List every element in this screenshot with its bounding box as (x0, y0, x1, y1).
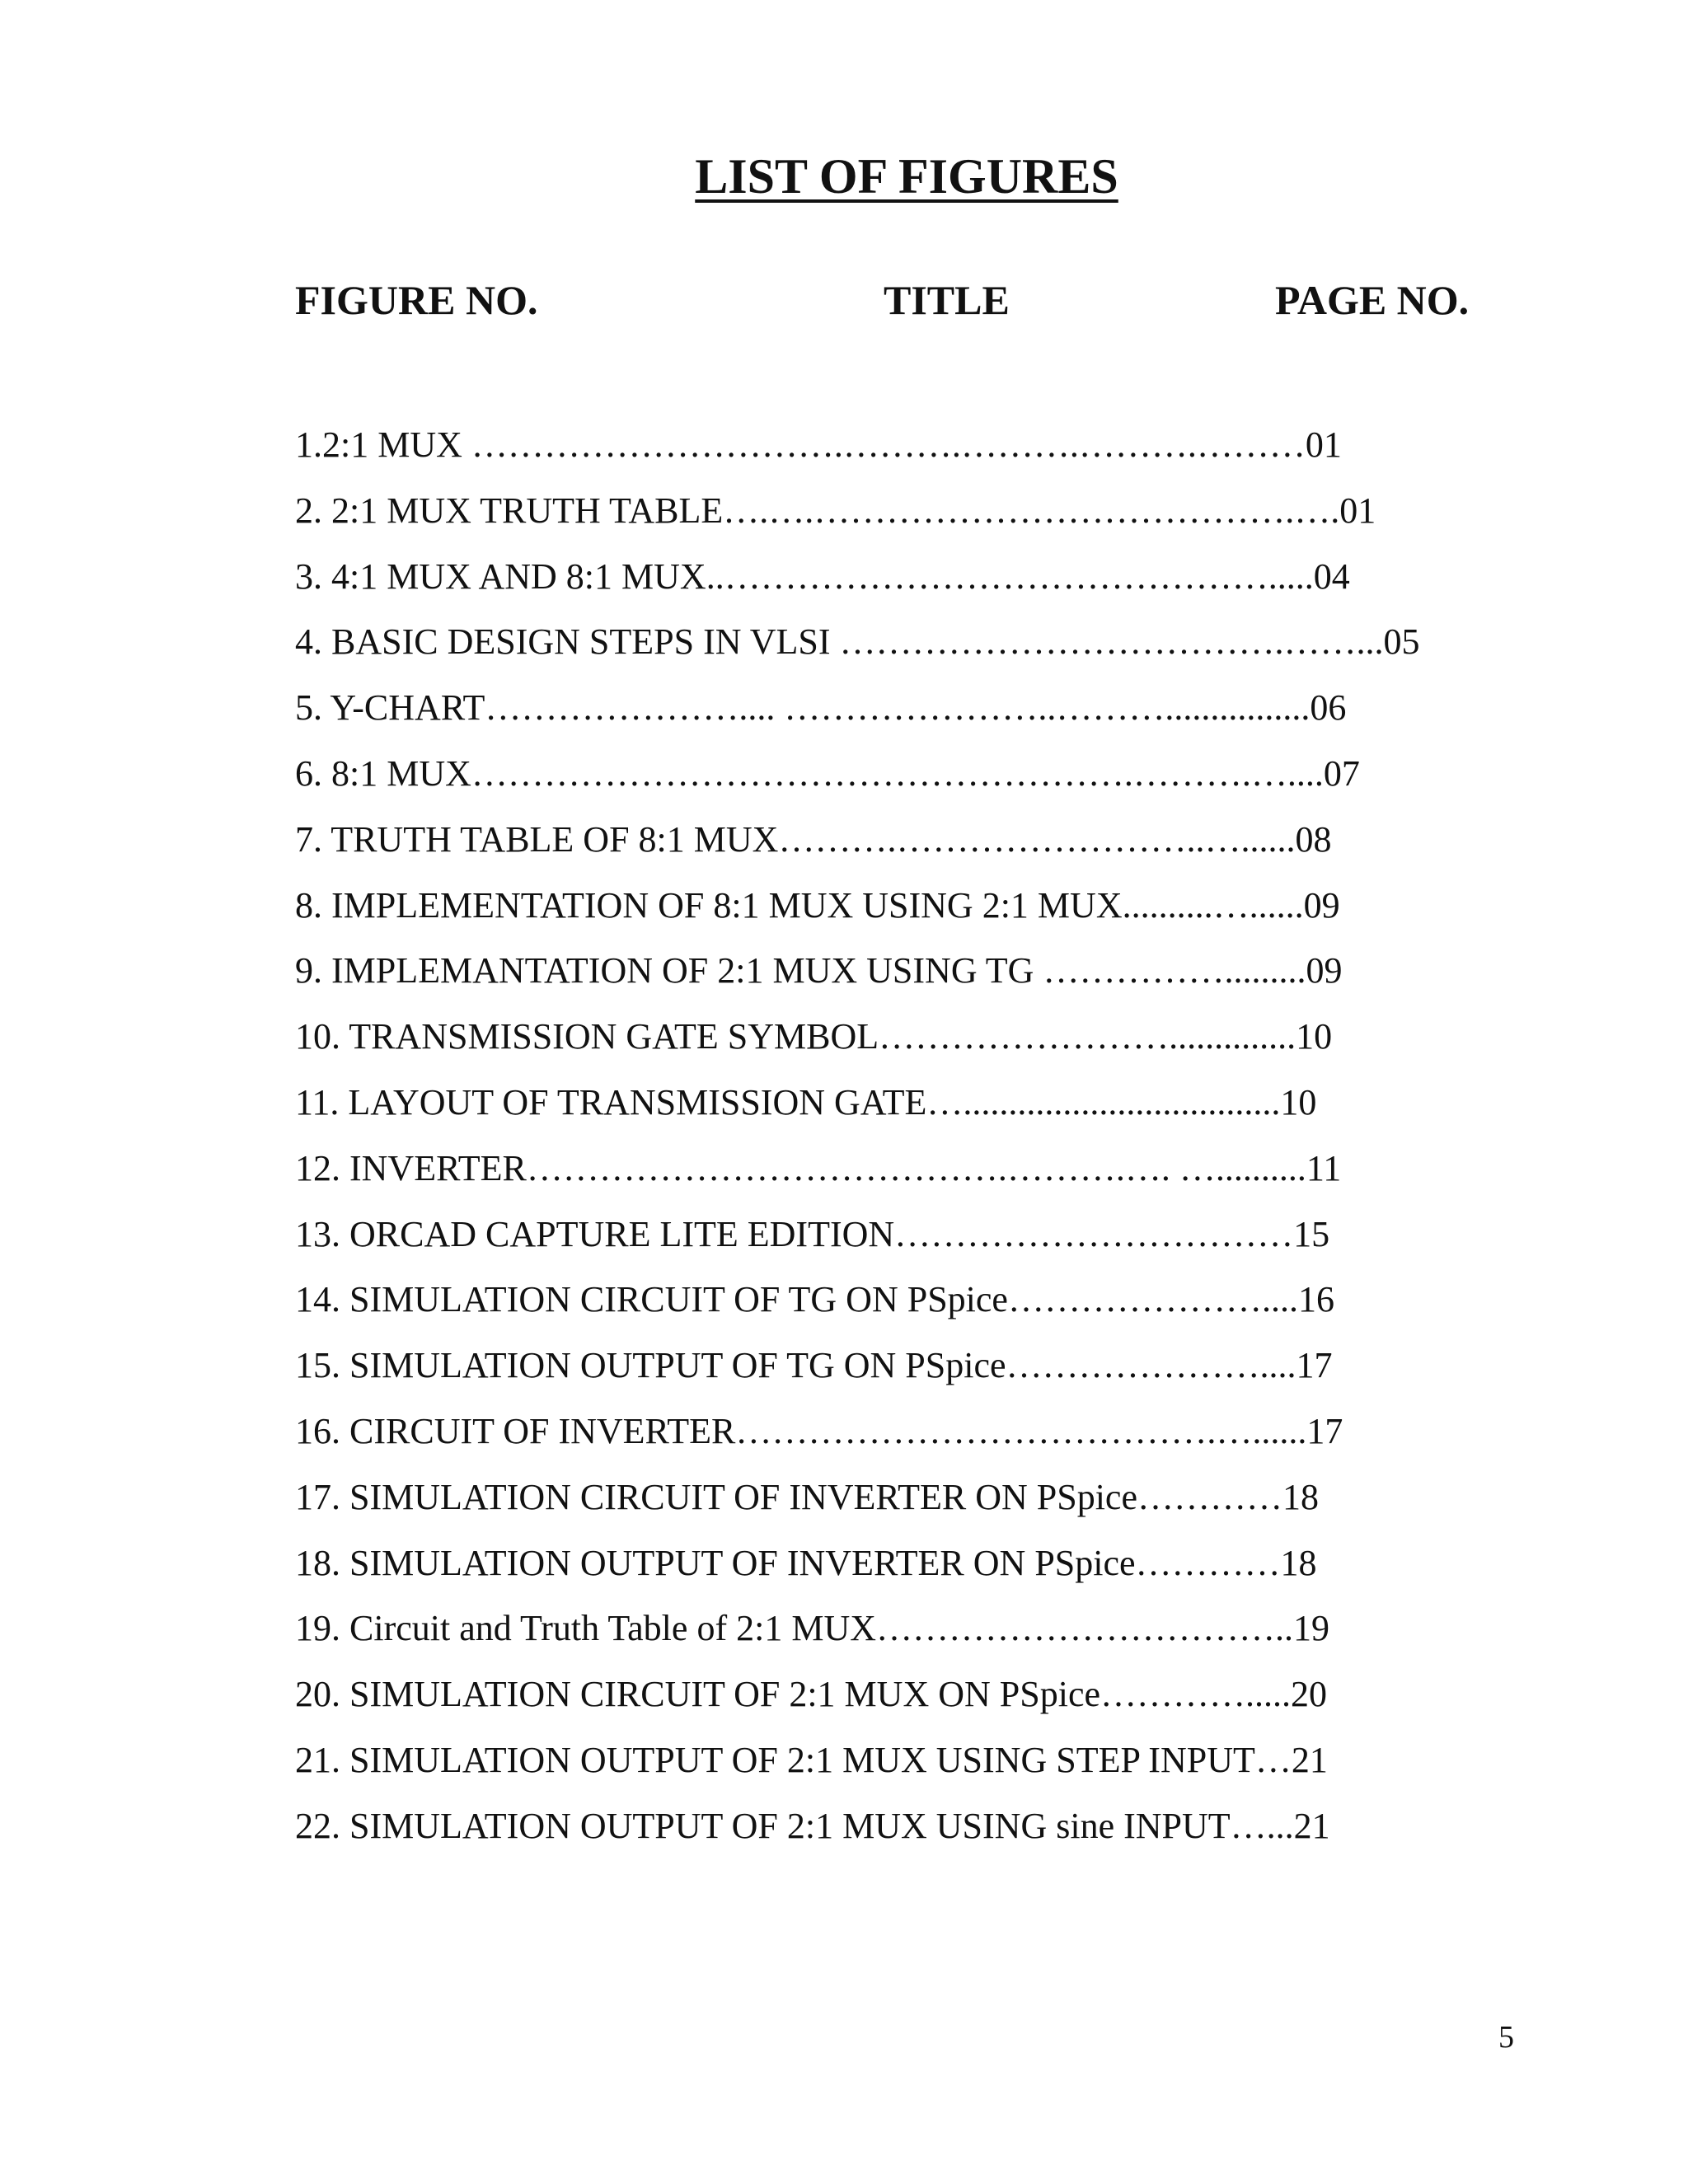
figure-entry-1: 1.2:1 MUX ………………………….……….……….……….………01 (295, 424, 1342, 465)
figure-list (295, 412, 1420, 1859)
figure-entry-20: 20. SIMULATION CIRCUIT OF 2:1 MUX ON PSpice………….....20 (295, 1674, 1328, 1715)
figure-entry-11: 11. LAYOUT OF TRANSMISSION GATE…...................................10 (295, 1081, 1317, 1122)
figure-entry-19: 19. Circuit and Truth Table of 2:1 MUX……………………………..19 (295, 1608, 1329, 1649)
figure-entry-10: 10. TRANSMISSION GATE SYMBOL……………………..............10 (295, 1016, 1333, 1057)
column-header-page-no: PAGE NO. (1275, 277, 1470, 323)
figure-entry-13: 13. ORCAD CAPTURE LITE EDITION……………………………15 (295, 1213, 1330, 1254)
figure-entry-17: 17. SIMULATION CIRCUIT OF INVERTER ON PSpice…………18 (295, 1476, 1319, 1517)
figure-entry-9: 9. IMPLEMANTATION OF 2:1 MUX USING TG …………….........09 (295, 950, 1343, 991)
figure-entry-8: 8. IMPLEMENTATION OF 8:1 MUX USING 2:1 MUX..........…......09 (295, 884, 1340, 926)
figure-entry-21: 21. SIMULATION OUTPUT OF 2:1 MUX USING STEP INPUT…21 (295, 1739, 1328, 1780)
column-header-figure-no: FIGURE NO. (295, 277, 538, 323)
figure-entry-18: 18. SIMULATION OUTPUT OF INVERTER ON PSpice…………18 (295, 1542, 1317, 1583)
figure-entry-12: 12. INVERTER………………………………….……….…. …..........11 (295, 1147, 1342, 1188)
figure-entry-4: 4. BASIC DESIGN STEPS IN VLSI ……………………………….……...05 (295, 621, 1420, 663)
page-title: LIST OF FIGURES (695, 149, 1118, 204)
column-header-title: TITLE (884, 277, 1010, 323)
figure-entry-2: 2. 2:1 MUX TRUTH TABLE….….………………………………….….01 (295, 490, 1376, 531)
page-number: 5 (1498, 2020, 1514, 2055)
figure-entry-15: 15. SIMULATION OUTPUT OF TG ON PSpice…………………....17 (295, 1345, 1333, 1386)
figure-entry-14: 14. SIMULATION CIRCUIT OF TG ON PSpice…………………....16 (295, 1279, 1334, 1320)
figure-entry-3: 3. 4:1 MUX AND 8:1 MUX..……………………………………….....04 (295, 555, 1350, 597)
figure-entry-6: 6. 8:1 MUX……………………………………………….……….…....07 (295, 752, 1360, 794)
figure-entry-7: 7. TRUTH TABLE OF 8:1 MUX……….……………………..…......08 (295, 818, 1332, 860)
figure-entry-5: 5. Y-CHART………………….... …………………..………................06 (295, 687, 1347, 729)
figure-entry-22: 22. SIMULATION OUTPUT OF 2:1 MUX USING sine INPUT…...21 (295, 1805, 1330, 1846)
figure-entry-16: 16. CIRCUIT OF INVERTER………………………………….…......17 (295, 1410, 1343, 1451)
